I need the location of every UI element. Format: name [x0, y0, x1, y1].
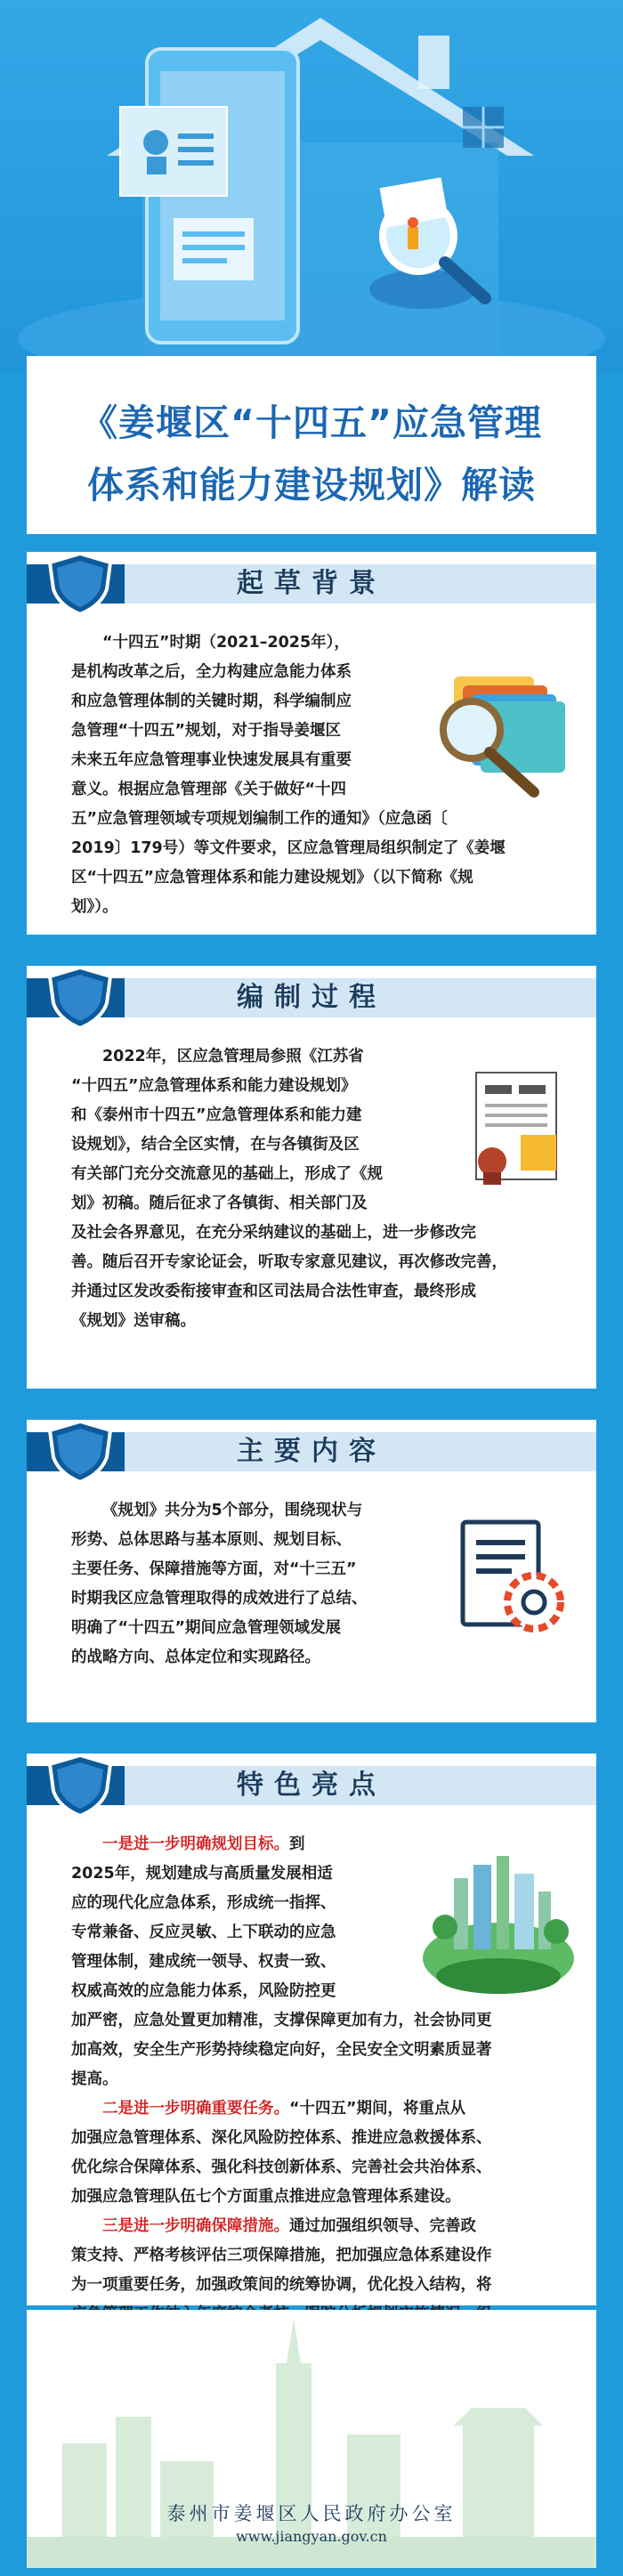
text-line: 管理体制，建成统一领导、权责一致、 [71, 1953, 336, 1971]
text-line: 划》初稿。随后征求了各镇街、相关部门及 [71, 1195, 368, 1212]
text-line: 划》）。 [71, 898, 118, 916]
highlight-title: 二是进一步明确重要任务。 [102, 2100, 289, 2118]
section-heading: 特色亮点 [237, 1770, 386, 1801]
text-line: 设规划》，结合全区实情，在与各镇街及区 [71, 1136, 360, 1154]
text-line: 形势、总体思路与基本原则、规划目标、 [71, 1531, 352, 1549]
folders-magnifier-icon [427, 650, 578, 801]
text-line: 2022年，区应急管理局参照《江苏省 [102, 1048, 364, 1065]
text-line: 和《泰州市十四五”应急管理体系和能力建 [71, 1106, 362, 1124]
green-city-globe-icon [418, 1843, 578, 2003]
text-line: 2019〕179号）等文件要求，区应急管理局组织制定了《姜堰 [71, 839, 506, 857]
text-line: 主要任务、保障措施等方面，对“十三五” [71, 1560, 357, 1578]
text-line: 应的现代化应急体系，形成统一指挥、 [71, 1894, 336, 1912]
section-main-content [27, 1420, 596, 1722]
shield-icon [43, 1752, 117, 1818]
text-line: 优化综合保障体系、强化科技创新体系、完善社会共治体系、 [71, 2159, 492, 2176]
section-heading: 起草背景 [237, 568, 386, 599]
text-line: 《规划》共分为5个部分，围绕现状与 [102, 1502, 363, 1519]
section-header [27, 1420, 596, 1471]
section-header [27, 552, 596, 603]
section-background [27, 552, 596, 935]
hero-banner [0, 0, 623, 374]
highlight-title: 三是进一步明确保障措施。 [102, 2217, 289, 2235]
section-header [27, 966, 596, 1017]
title-card [27, 356, 596, 534]
text-line: 《规划》送审稿。 [71, 1312, 196, 1330]
text-line: 有关部门充分交流意见的基础上，形成了《规 [71, 1165, 383, 1183]
shield-icon [43, 964, 117, 1030]
text-line: 加严密，应急处置更加精准，支撑保障更加有力，社会协同更 [71, 2012, 492, 2029]
text-line: 未来五年应急管理事业快速发展具有重要 [71, 751, 352, 769]
text-line: “十四五”期间，将重点从 [289, 2100, 466, 2118]
text-line: 时期我区应急管理取得的成效进行了总结、 [71, 1590, 368, 1608]
text-line: 提高。 [71, 2070, 118, 2088]
text-line: 是机构改革之后，全力构建应急能力体系 [71, 663, 352, 681]
text-line: 专常兼备、反应灵敏、上下联动的应急 [71, 1924, 336, 1941]
text-line: 和应急管理体制的关键时期，科学编制应 [71, 693, 352, 710]
text-line: 策支持、严格考核评估三项保障措施，把加强应急体系建设作 [71, 2247, 492, 2264]
text-line: 到 [289, 1835, 305, 1853]
text-line: 五”应急管理领域专项规划编制工作的通知》（应急函〔 [71, 810, 448, 828]
magnifier-icon [0, 0, 623, 374]
text-line: 加强应急管理队伍七个方面重点推进应急管理体系建设。 [71, 2188, 461, 2206]
footer-url[interactable]: www.jiangyan.gov.cn [236, 2528, 387, 2545]
tax-document-icon [467, 1064, 574, 1197]
highlight-title: 一是进一步明确规划目标。 [102, 1835, 289, 1853]
section-header [27, 1754, 596, 1805]
section-heading: 主要内容 [237, 1436, 386, 1467]
text-line: 并通过区发改委衔接审查和区司法局合法性审查，最终形成 [71, 1283, 476, 1300]
text-line: 的战略方向、总体定位和实现路径。 [71, 1648, 320, 1666]
text-line: 2025年，规划建成与高质量发展相适 [71, 1865, 333, 1883]
document-gear-icon [449, 1513, 574, 1647]
text-line: 明确了“十四五”期间应急管理领域发展 [71, 1619, 342, 1637]
text-line: 意义。根据应急管理部《关于做好“十四 [71, 781, 347, 798]
page-title-line1: 《姜堰区“十四五”应急管理 [81, 401, 542, 444]
text-line: 权威高效的应急能力体系，风险防控更 [71, 1982, 336, 2000]
text-line: 通过加强组织领导、完善政 [289, 2217, 476, 2235]
text-line: “十四五”时期（2021–2025年）， [102, 634, 350, 652]
text-line: 急管理“十四五”规划，对于指导姜堰区 [71, 722, 342, 740]
text-line: 为一项重要任务，加强政策间的统筹协调，优化投入结构，将 [71, 2276, 492, 2294]
text-line: 加强应急管理体系、深化风险防控体系、推进应急救援体系、 [71, 2129, 492, 2147]
section-heading: 编制过程 [237, 982, 386, 1013]
text-line: 区“十四五”应急管理体系和能力建设规划》（以下简称《规 [71, 869, 473, 887]
text-line: 及社会各界意见，在充分采纳建议的基础上，进一步修改完 [71, 1224, 476, 1242]
text-line: 善。随后召开专家论证会，听取专家意见建议，再次修改完善， [71, 1253, 507, 1271]
shield-icon [43, 1418, 117, 1484]
page-title-line2: 体系和能力建设规划》解读 [87, 464, 536, 506]
footer-org: 泰州市姜堰区人民政府办公室 [166, 2503, 457, 2524]
text-line: “十四五”应急管理体系和能力建设规划》 [71, 1077, 357, 1095]
shield-icon [43, 550, 117, 616]
section-process [27, 966, 596, 1389]
text-line: 加高效，安全生产形势持续稳定向好，全民安全文明素质显著 [71, 2041, 492, 2059]
section-highlights [27, 1754, 596, 2305]
